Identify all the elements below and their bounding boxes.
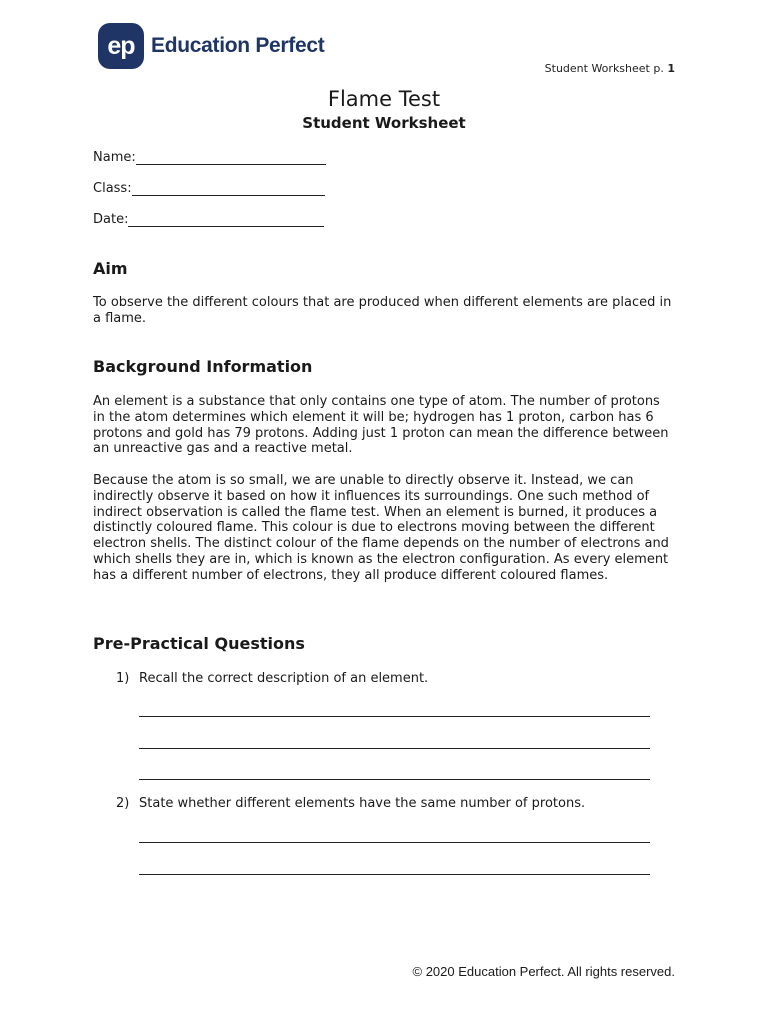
class-line[interactable] <box>132 181 325 196</box>
question-2 <box>116 796 585 811</box>
aim-text: To observe the different colours that are produced when different elements are placed in a flame. <box>93 295 672 326</box>
background-heading: Background Information <box>93 357 313 376</box>
date-field[interactable] <box>93 212 324 227</box>
worksheet-title: Flame Test <box>327 87 441 111</box>
background-paragraph-2: Because the atom is so small, we are unable to directly observe it. Instead, we can indirectly observe it based on how it influences its surroundings. One such method of indirect observation is called the flame test. When an element is burned, it produces a distinctly coloured flame. This colour is due to electrons moving between the different electron shells. The distinct colour of the flame depends on the number of electrons and which shells they are in, which is known as the electron configuration. As every element has a different number of electrons, they all produce different coloured flames. <box>93 473 669 583</box>
page-number: 1 <box>667 62 675 75</box>
page-label <box>545 62 675 75</box>
answer-line[interactable] <box>139 716 650 717</box>
question-number: 1) <box>116 671 130 686</box>
education-perfect-logo <box>98 23 324 69</box>
name-field[interactable] <box>93 150 326 165</box>
date-label: Date: <box>93 212 129 227</box>
name-line[interactable] <box>136 150 326 165</box>
answer-line[interactable] <box>139 779 650 780</box>
class-label: Class: <box>93 181 132 196</box>
aim-heading: Aim <box>93 259 128 278</box>
class-field[interactable] <box>93 181 325 196</box>
date-line[interactable] <box>128 212 324 227</box>
pre-practical-heading: Pre-Practical Questions <box>93 634 305 653</box>
ep-logo-mark: ep <box>98 23 144 69</box>
background-paragraph-1: An element is a substance that only contains one type of atom. The number of protons in the atom determines which element it will be; hydrogen has 1 proton, carbon has 6 protons and gold has 79 protons. Adding just 1 proton can mean the difference between an unreactive gas and a reactive metal. <box>93 394 669 457</box>
name-label: Name: <box>93 150 136 165</box>
answer-line[interactable] <box>139 874 650 875</box>
answer-line[interactable] <box>139 748 650 749</box>
question-text: Recall the correct description of an element. <box>139 671 429 686</box>
copyright-footer: © 2020 Education Perfect. All rights reserved. <box>412 964 675 979</box>
page-label-text: Student Worksheet p. <box>544 62 664 75</box>
worksheet-subtitle: Student Worksheet <box>302 114 466 132</box>
question-number: 2) <box>116 796 130 811</box>
logo-text: Education Perfect <box>151 34 325 57</box>
answer-line[interactable] <box>139 842 650 843</box>
question-1 <box>116 671 428 686</box>
question-text: State whether different elements have the same number of protons. <box>139 796 586 811</box>
